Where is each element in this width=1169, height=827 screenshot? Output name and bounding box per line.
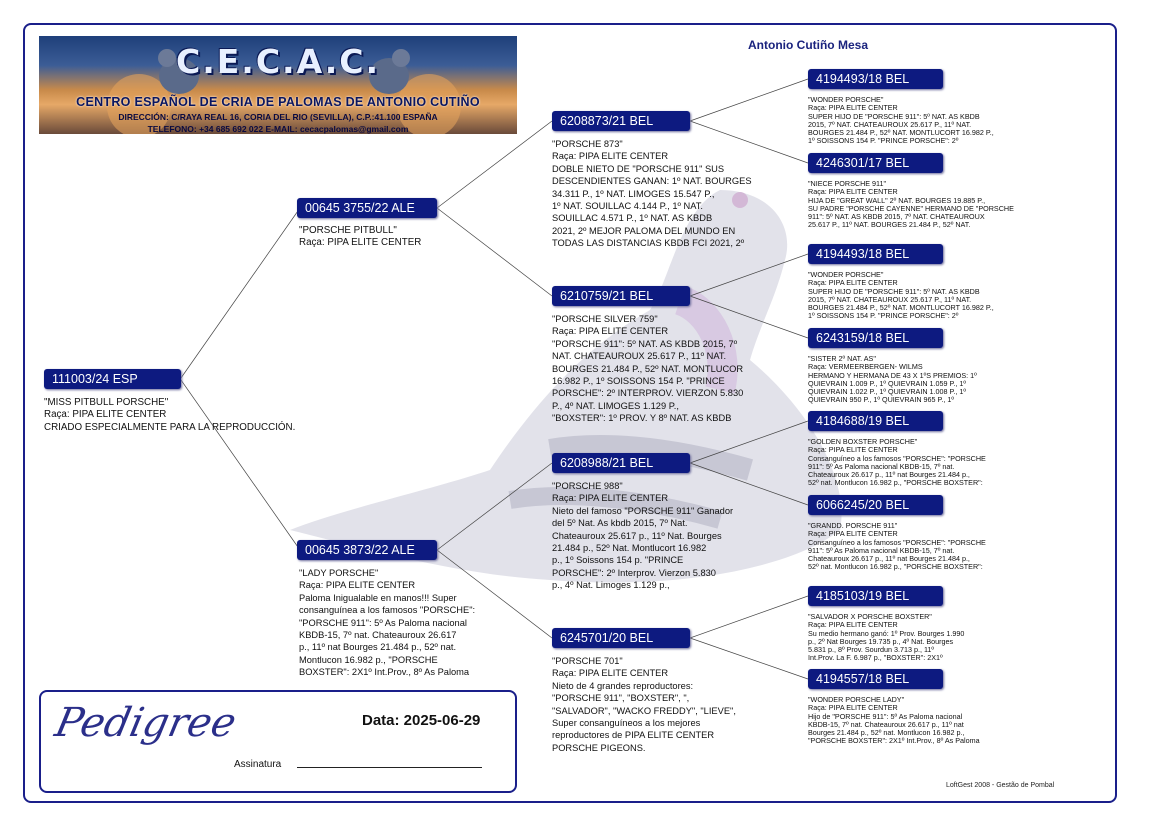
sire-ring-box[interactable]: 00645 3755/22 ALE xyxy=(297,198,437,218)
grandsire-dam-ring-box[interactable]: 6208988/21 BEL xyxy=(552,453,690,473)
ggp-4-info: "SISTER 2º NAT. AS" Raça: VERMEERBERGEN- WILMS HERMANO Y HERMANA DE 43 X 1ºS PREMIOS: 1º QUIEVRAIN 1.009 P., 1º QUIEVRAIN 1.059 P., 1º QUIEVRAIN 1.022 P., 1º QUIEVRAIN 1.008 P., 1º QUIEVRAIN 950 P., 1º QUIEVRAIN 965 P., 1º xyxy=(808,354,977,405)
dam-info: "LADY PORSCHE" Raça: PIPA ELITE CENTER Paloma Inigualable en manos!!! Super consanguínea a los famosos "PORSCHE": "PORSCHE 911": 5º As Paloma nacional KBDB-15, 7º nat. Chateauroux 26.617 p., 11º nat Bourges 21.484 p., 52º nat. Montlucon 16.982 p., "PORSCHE BOXSTER": 2X1º Int.Prov., 8º As Paloma xyxy=(299,568,476,678)
ggp-6-info: "GRANDD. PORSCHE 911" Raça: PIPA ELITE CENTER Consanguíneo a los famosos "PORSCHE": "PORSCHE 911": 5º As Paloma nacional KBDB-15, 7º nat. Chateauroux 26.617 p., 11º nat Bourges 21.484 p., 52º nat. Montlucon 16.982 p., "PORSCHE BOXSTER": xyxy=(808,521,986,572)
grandsire-sire-ring-box[interactable]: 6208873/21 BEL xyxy=(552,111,690,131)
owner-name: Antonio Cutiño Mesa xyxy=(748,38,868,52)
granddam-dam-info: "PORSCHE 701" Raça: PIPA ELITE CENTER Nieto de 4 grandes reproductores: "PORSCHE 911", "BOXSTER", ", "SALVADOR", "WACKO FREDDY", "LIEVE", Super consanguíneos a los mejores reproductores de PIPA ELITE CENTER PORSCHE PIGEONS. xyxy=(552,656,736,753)
ggp-5-info: "GOLDEN BOXSTER PORSCHE" Raça: PIPA ELITE CENTER Consanguíneo a los famosos "PORSCHE": "PORSCHE 911": 5º As Paloma nacional KBDB-15, 7º nat. Chateauroux 26.617 p., 11º nat Bourges 21.484 p., 52º nat. Montlucon 16.982 p., "PORSCHE BOXSTER": xyxy=(808,437,986,488)
ggp-2-info: "NIECE PORSCHE 911" Raça: PIPA ELITE CENTER HIJA DE "GREAT WALL" 2º NAT. BOURGES 19.885 P., SU PADRE "PORSCHE CAYENNE" HERMANO DE "PORSCHE 911": 5º NAT. AS KBDB 2015, 7º NAT. CHATEAUROUX 25.617 P., 11º NAT. BOURGES 21.484 P., 52º NAT. xyxy=(808,179,1014,230)
logo-title: C.E.C.A.C. xyxy=(175,42,381,81)
ggp-7-ring-box[interactable]: 4185103/19 BEL xyxy=(808,586,943,606)
signature-line[interactable] xyxy=(297,767,482,768)
ggp-8-info: "WONDER PORSCHE LADY" Raça: PIPA ELITE CENTER Hijo de "PORSCHE 911": 5º As Paloma nacional KBDB-15, 7º nat. Chateauroux 26.617 p., 11º nat Bourges 21.484 p., 52º nat. Montlucon 16.982 p., "PORSCHE BOXSTER": 2X1º Int.Prov., 8º As Paloma xyxy=(808,695,980,746)
ggp-4-ring-box[interactable]: 6243159/18 BEL xyxy=(808,328,943,348)
granddam-sire-ring-box[interactable]: 6210759/21 BEL xyxy=(552,286,690,306)
granddam-dam-ring-box[interactable]: 6245701/20 BEL xyxy=(552,628,690,648)
logo-contact: TELEFONO: +34 685 692 022 E-MAIL: cecacpalomas@gmail.com xyxy=(147,124,409,134)
logo-subtitle: CENTRO ESPAÑOL DE CRIA DE PALOMAS DE ANTONIO CUTIÑO xyxy=(76,95,480,109)
grandsire-dam-info: "PORSCHE 988" Raça: PIPA ELITE CENTER Nieto del famoso "PORSCHE 911" Ganador del 5º Nat. As kbdb 2015, 7º Nat. Chateauroux 25.617 p., 11º Nat. Bourges 21.484 p., 52º Nat. Montlucort 16.982 p., 1º Soissons 154 p. "PRINCE PORSCHE": 2º Interprov. Vierzon 5.830 p., 4º Nat. Limoges 1.129 p., xyxy=(552,481,734,591)
pedigree-date: Data: 2025-06-29 xyxy=(362,712,481,729)
granddam-sire-info: "PORSCHE SILVER 759" Raça: PIPA ELITE CENTER "PORSCHE 911": 5º NAT. AS KBDB 2015, 7º NAT. CHATEAUROUX 25.617 P., 11º NAT. BOURGES 21.484 P., 52º NAT. MONTLUCOR 16.982 P., 1º SOISSONS 154 P. "PRINCE PORSCHE": 2º INTERPROV. VIERZON 5.830 P., 4º NAT. LIMOGES 1.129 P., "BOXSTER": 1º PROV. Y 8º NAT. AS KBDB xyxy=(552,314,744,424)
ggp-7-info: "SALVADOR X PORSCHE BOXSTER" Raça: PIPA ELITE CENTER Su medio hermano ganó: 1º Prov. Bourges 1.990 p., 2º Nat Bourges 19.735 p., 4º Nat. Bourges 5.831 p., 8º Prov. Sourdun 3.713 p., 11º Int.Prov. La F. 6.987 p., "BOXSTER": 2X1º xyxy=(808,612,965,663)
ggp-2-ring-box[interactable]: 4246301/17 BEL xyxy=(808,153,943,173)
ggp-1-ring-box[interactable]: 4194493/18 BEL xyxy=(808,69,943,89)
grandsire-sire-info: "PORSCHE 873" Raça: PIPA ELITE CENTER DOBLE NIETO DE "PORSCHE 911" SUS DESCENDIENTES GANAN: 1º NAT. BOURGES 34.311 P., 1º NAT. LIMOGES 15.547 P., 1º NAT. SOUILLAC 4.144 P., 1º NAT. SOUILLAC 4.571 P., 1º NAT. AS KBDB 2021, 2º MEJOR PALOMA DEL MUNDO EN TODAS LAS DISTANCIAS KBDB FCI 2021, 2º xyxy=(552,139,752,249)
subject-ring-box[interactable]: 111003/24 ESP xyxy=(44,369,181,389)
logo-address: DIRECCIÓN: C/RAYA REAL 16, CORIA DEL RIO (SEVILLA), C.P.:41.100 ESPAÑA xyxy=(118,112,438,122)
ggp-6-ring-box[interactable]: 6066245/20 BEL xyxy=(808,495,943,515)
footer-credit: LoftGest 2008 - Gestão de Pombal xyxy=(946,782,1055,789)
dam-ring-box[interactable]: 00645 3873/22 ALE xyxy=(297,540,437,560)
ggp-3-info: "WONDER PORSCHE" Raça: PIPA ELITE CENTER SUPER HIJO DE "PORSCHE 911": 5º NAT. AS KBDB 2015, 7º NAT. CHATEAUROUX 25.617 P., 11º NAT. BOURGES 21.484 P., 52º NAT. MONTLUCORT 16.982 P., 1º SOISSONS 154 P. "PRINCE PORSCHE": 2º xyxy=(808,270,994,321)
signature-label: Assinatura xyxy=(234,759,282,770)
ggp-8-ring-box[interactable]: 4194557/18 BEL xyxy=(808,669,943,689)
pedigree-script-title: Pedigree xyxy=(51,700,241,746)
subject-info: "MISS PITBULL PORSCHE" Raça: PIPA ELITE CENTER CRIADO ESPECIALMENTE PARA LA REPRODUCCIÓN. xyxy=(44,397,296,433)
ggp-5-ring-box[interactable]: 4184688/19 BEL xyxy=(808,411,943,431)
sire-info: "PORSCHE PITBULL" Raça: PIPA ELITE CENTER xyxy=(299,225,422,249)
ggp-1-info: "WONDER PORSCHE" Raça: PIPA ELITE CENTER SUPER HIJO DE "PORSCHE 911": 5º NAT. AS KBDB 2015, 7º NAT. CHATEAUROUX 25.617 P., 11º NAT. BOURGES 21.484 P., 52º NAT. MONTLUCORT 16.982 P., 1º SOISSONS 154 P. "PRINCE PORSCHE": 2º xyxy=(808,95,994,146)
ggp-3-ring-box[interactable]: 4194493/18 BEL xyxy=(808,244,943,264)
